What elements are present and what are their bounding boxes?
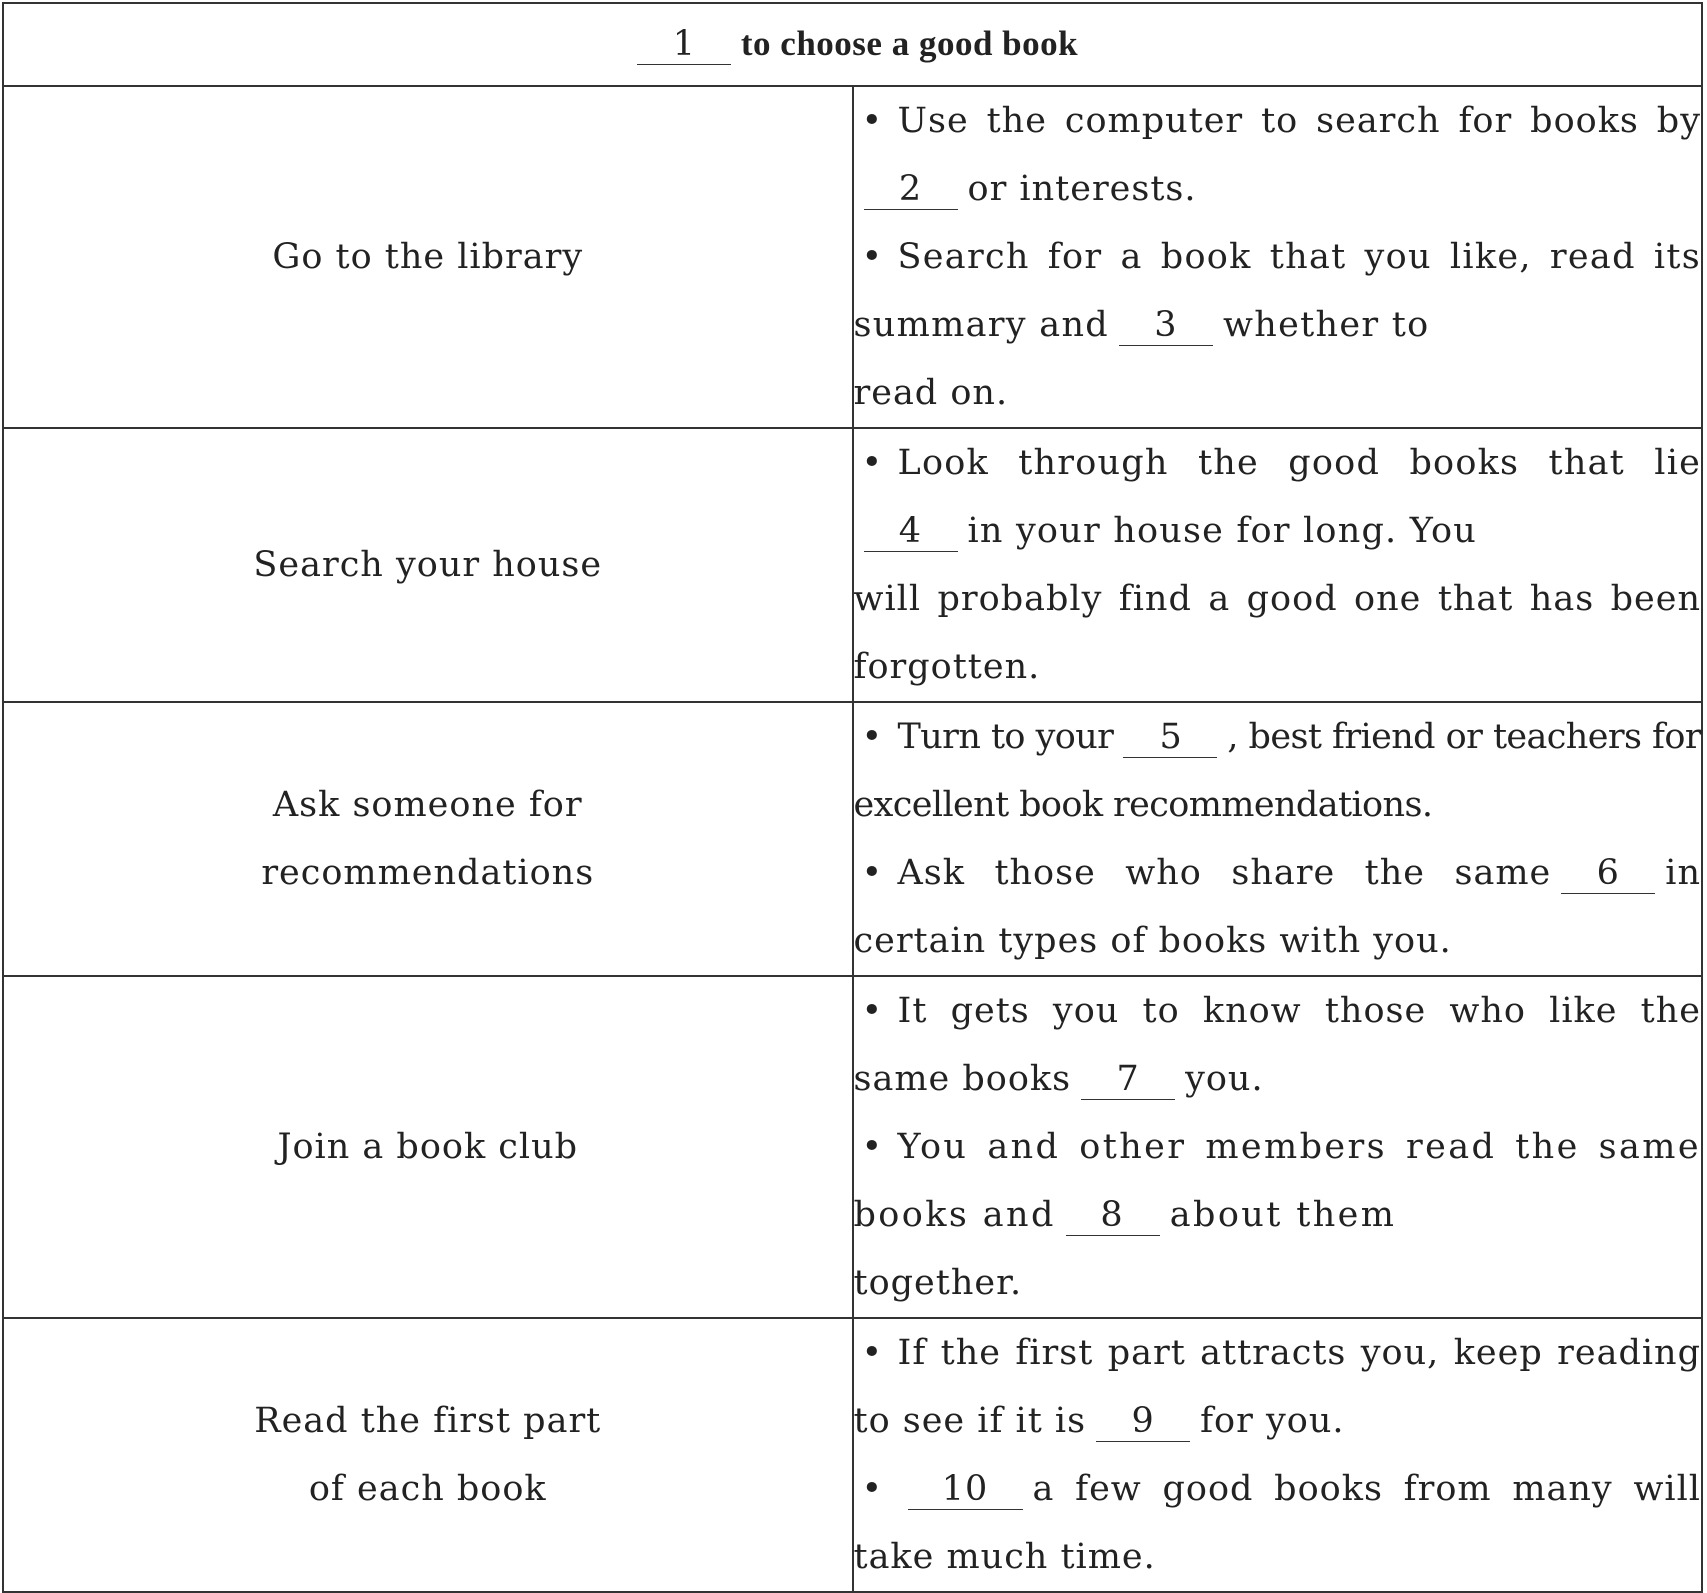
label-text: Join a book club	[277, 1127, 579, 1167]
line-text: Ask those who share the same	[897, 853, 1552, 893]
table-row	[3, 86, 1702, 428]
blank-8: 8	[1066, 1195, 1160, 1236]
line-text: about them	[1169, 1195, 1397, 1235]
bullet-icon: •	[861, 237, 884, 277]
line-text: a few good books from many will take much time.	[853, 1469, 1701, 1577]
label-text: Go to the library	[272, 237, 584, 277]
label-text: Read the first part	[254, 1401, 602, 1441]
table-title: to choose a good book	[740, 24, 1079, 63]
label-text: of each book	[308, 1469, 547, 1509]
bullet-icon: •	[861, 443, 884, 483]
line-text: whether to	[1223, 305, 1430, 345]
row-label-library	[3, 86, 853, 428]
bullet-line	[854, 429, 1702, 565]
line-text: or interests.	[967, 169, 1197, 209]
line-text: Search for a book that you like, read its summary and	[853, 237, 1701, 345]
bullet-icon: •	[861, 1333, 884, 1373]
continuation-line: will probably find a good one that has been forgotten.	[853, 579, 1701, 687]
bullet-icon: •	[861, 853, 884, 893]
bullet-line	[854, 977, 1702, 1113]
blank-7: 7	[1081, 1059, 1175, 1100]
line-text: Use the computer to search for books by	[897, 101, 1701, 141]
line-text: , best friend or teachers for excellent book recommendations.	[853, 717, 1701, 825]
title-row	[3, 3, 1702, 86]
blank-1: 1	[637, 24, 731, 65]
bullet-icon: •	[861, 991, 884, 1031]
line-text: It gets you to know those who like the same books	[853, 991, 1701, 1099]
blank-10: 10	[908, 1469, 1023, 1510]
label-text: Ask someone for	[272, 785, 583, 825]
row-label-first-part	[3, 1318, 853, 1592]
row-label-ask	[3, 702, 853, 976]
blank-3: 3	[1119, 305, 1213, 346]
line-text: If the first part attracts you, keep reading to see if it is	[853, 1333, 1701, 1441]
continuation-line: read on.	[853, 373, 1009, 413]
line-text: you.	[1185, 1059, 1264, 1099]
line-text: for you.	[1200, 1401, 1345, 1441]
row-label-house	[3, 428, 853, 702]
bullet-icon: •	[861, 101, 884, 141]
line-text: in certain types of books with you.	[853, 853, 1701, 961]
bullet-line	[854, 1113, 1702, 1249]
bullet-line	[854, 1319, 1702, 1455]
line-text: You and other members read the same books and	[853, 1127, 1701, 1235]
row-content-ask	[853, 702, 1703, 976]
row-content-library	[853, 86, 1703, 428]
blank-2: 2	[864, 169, 958, 210]
row-label-club	[3, 976, 853, 1318]
table-row	[3, 702, 1702, 976]
bullet-line	[854, 223, 1702, 359]
table-row	[3, 976, 1702, 1318]
row-content-house	[853, 428, 1703, 702]
table-row	[3, 1318, 1702, 1592]
bullet-icon: •	[861, 717, 882, 757]
line-text: in your house for long. You	[967, 511, 1477, 551]
bullet-line	[854, 87, 1702, 223]
table-row	[3, 428, 1702, 702]
continuation-line: together.	[853, 1263, 1023, 1303]
label-text: Search your house	[253, 545, 603, 585]
bullet-icon: •	[861, 1127, 885, 1167]
blank-9: 9	[1096, 1401, 1190, 1442]
book-choosing-table	[2, 2, 1703, 1593]
bullet-line	[854, 839, 1702, 975]
label-text: recommendations	[261, 853, 595, 893]
row-content-club	[853, 976, 1703, 1318]
line-text: Look through the good books that lie	[897, 443, 1701, 483]
title-cell	[3, 3, 1702, 86]
bullet-icon: •	[861, 1469, 884, 1509]
row-content-first-part	[853, 1318, 1703, 1592]
bullet-line	[854, 703, 1702, 839]
blank-4: 4	[864, 511, 958, 552]
blank-6: 6	[1561, 853, 1655, 894]
bullet-line	[854, 1455, 1702, 1591]
blank-5: 5	[1123, 717, 1217, 758]
line-text: Turn to your	[897, 717, 1114, 757]
